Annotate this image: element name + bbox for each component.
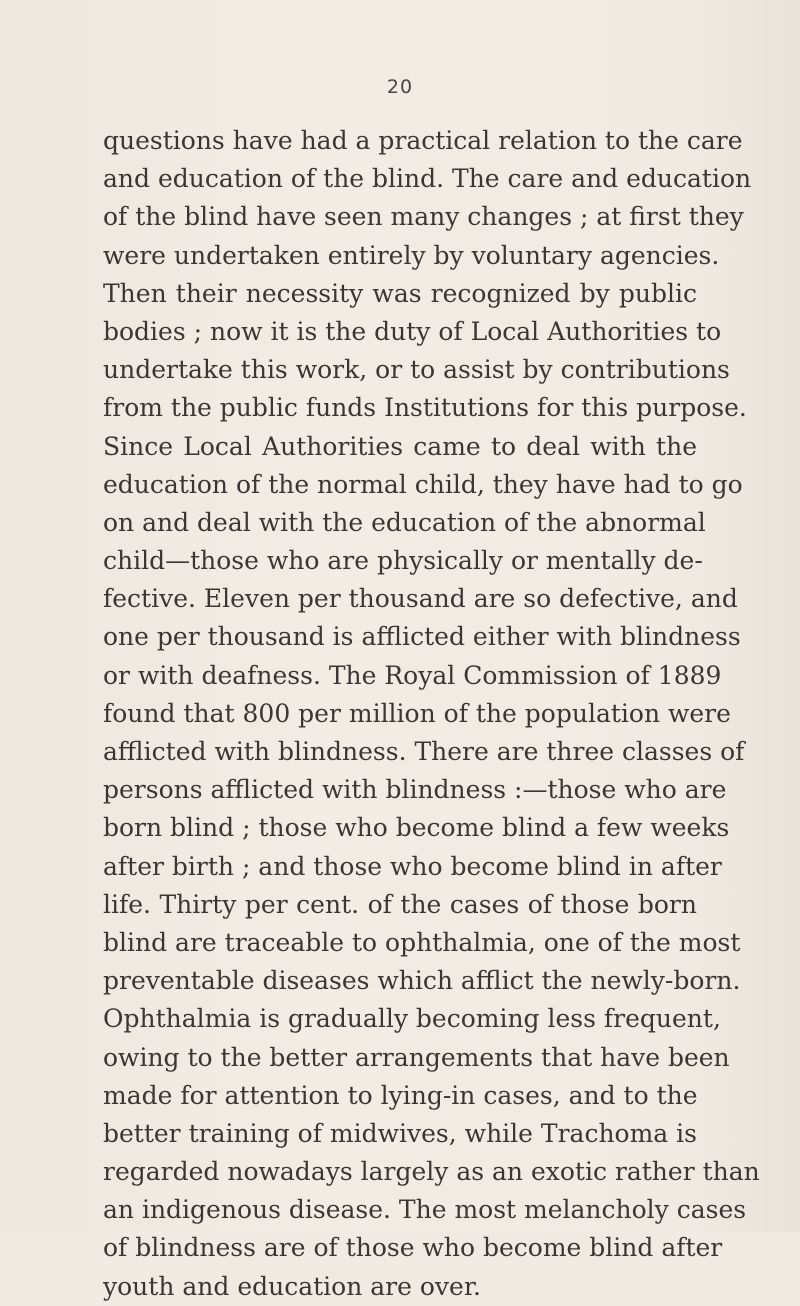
text-line: education of the normal child, they have had to go	[103, 469, 743, 499]
text-line: were undertaken entirely by voluntary agencies.	[103, 240, 720, 270]
text-line: Ophthalmia is gradually becoming less frequent,	[103, 1004, 721, 1034]
text-line: persons afflicted with blindness :—those who are	[103, 775, 727, 805]
text-line: of the blind have seen many changes ; at first they	[103, 202, 744, 232]
text-line: preventable diseases which afflict the newly-born.	[103, 966, 741, 996]
text-line: Since Local Authorities came to deal with the	[103, 431, 697, 461]
text-line: life. Thirty per cent. of the cases of those born	[103, 889, 697, 919]
page-number: 20	[386, 76, 414, 98]
text-line: on and deal with the education of the abnormal	[103, 507, 706, 537]
text-line: regarded nowadays largely as an exotic rather than	[103, 1157, 760, 1187]
text-line: found that 800 per million of the population were	[103, 698, 731, 728]
text-line: one per thousand is afflicted either with blindness	[103, 622, 741, 652]
text-line: Then their necessity was recognized by public	[103, 278, 697, 308]
text-line: child—those who are physically or mentally de-	[103, 546, 703, 576]
text-line: afflicted with blindness. There are three classes of	[103, 737, 745, 766]
text-line-last: youth and education are over.	[103, 1271, 481, 1301]
text-line: bodies ; now it is the duty of Local Authorities to	[103, 316, 722, 346]
text-line: of blindness are of those who become blind after	[103, 1233, 723, 1263]
body-paragraph	[103, 122, 760, 1306]
text-line: undertake this work, or to assist by contributions	[103, 355, 730, 385]
text-line: an indigenous disease. The most melancholy cases	[103, 1195, 747, 1225]
text-line: born blind ; those who become blind a few weeks	[103, 813, 730, 843]
text-line: after birth ; and those who become blind in after	[103, 851, 722, 881]
text-line: made for attention to lying-in cases, and to the	[103, 1080, 698, 1110]
text-line: or with deafness. The Royal Commission of 1889	[103, 660, 722, 690]
text-line: blind are traceable to ophthalmia, one of the most	[103, 927, 741, 957]
text-line: owing to the better arrangements that have been	[103, 1042, 730, 1072]
text-line: fective. Eleven per thousand are so defective, and	[103, 584, 738, 614]
text-line: from the public funds Institutions for this purpose.	[103, 393, 747, 423]
text-line: better training of midwives, while Trachoma is	[103, 1118, 697, 1148]
text-line: and education of the blind. The care and education	[103, 164, 752, 194]
text-line: questions have had a practical relation to the care	[103, 126, 743, 155]
